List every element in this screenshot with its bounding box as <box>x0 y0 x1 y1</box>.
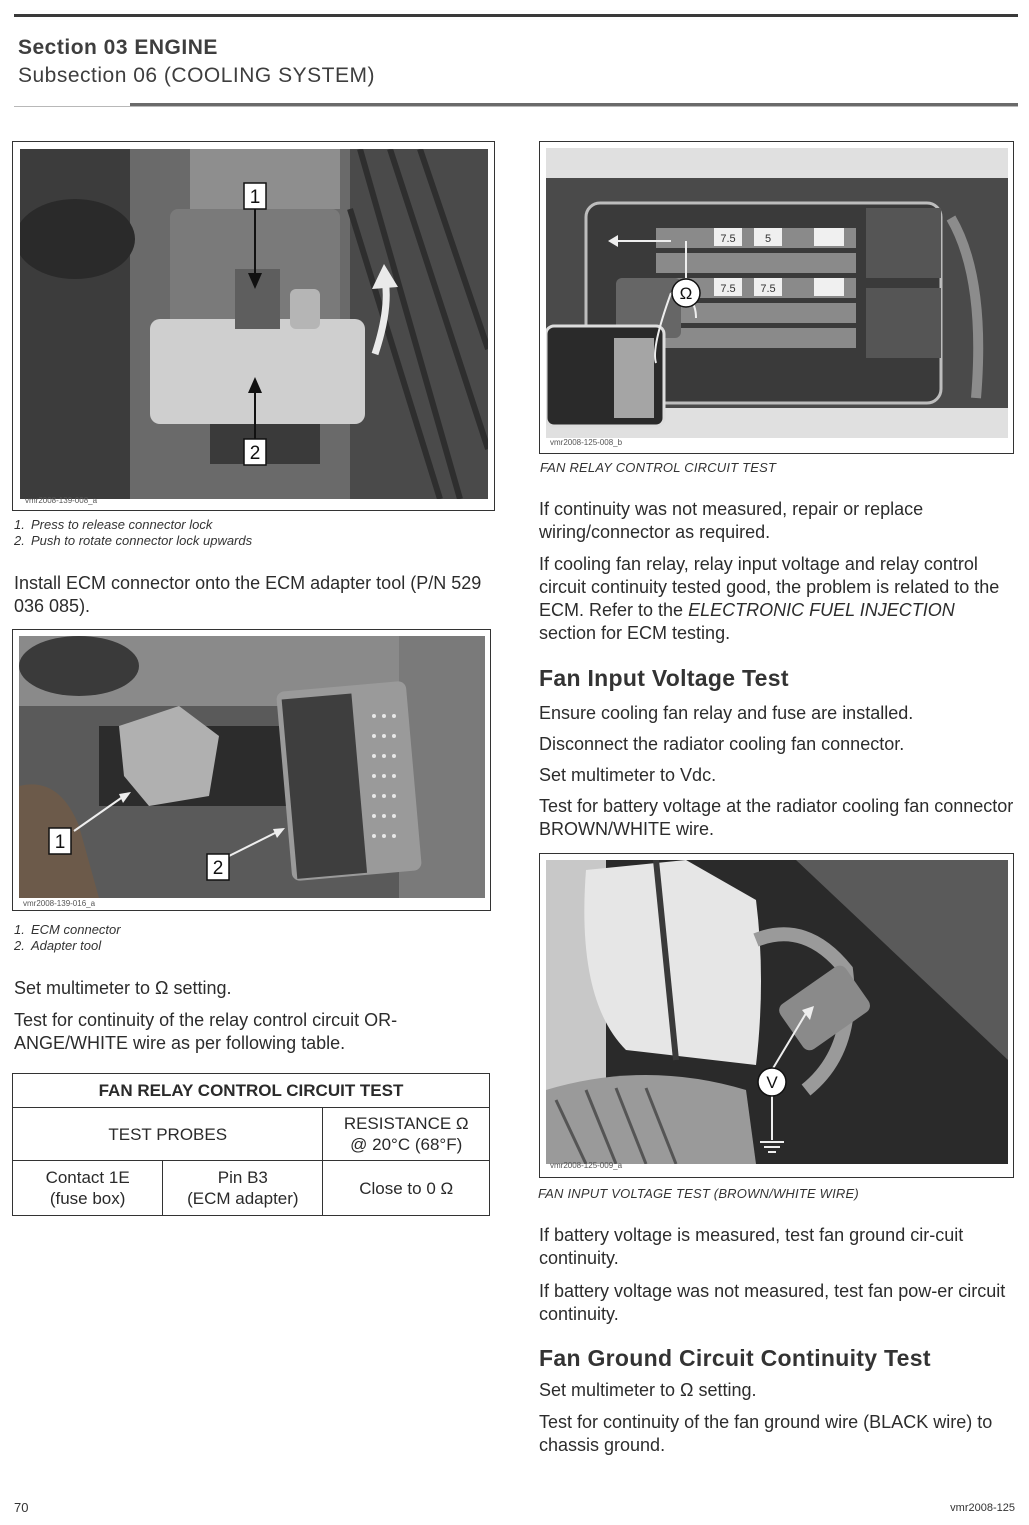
top-rule <box>14 14 1018 17</box>
document-code: vmr2008-125 <box>950 1502 1015 1514</box>
fuse-label: 5 <box>764 233 772 245</box>
figure-id: vmr2008-139-008_a <box>25 496 98 505</box>
fuse-label: 7.5 <box>720 283 736 295</box>
table-cell-probe2: Pin B3 (ECM adapter) <box>163 1161 323 1216</box>
paragraph-test-relay: Test for continuity of the relay control circuit OR-ANGE/WHITE wire as per following table. <box>14 1010 398 1053</box>
photo-fuse-box <box>546 148 1008 438</box>
table-title: FAN RELAY CONTROL CIRCUIT TEST <box>13 1074 490 1108</box>
step-fan-input-2: Disconnect the radiator cooling fan connector. <box>539 734 905 754</box>
paragraph-battery-not-measured: If battery voltage was not measured, test fan pow-er circuit continuity. <box>539 1281 1006 1324</box>
callout-2: 2 <box>249 443 261 464</box>
ref-efi-section: ELECTRONIC FUEL INJECTION <box>688 600 955 620</box>
photo-ecm-adapter <box>19 636 485 898</box>
table-cell-probe1: Contact 1E (fuse box) <box>13 1161 163 1216</box>
figure-connector-lock <box>12 141 495 511</box>
table-header-resistance: RESISTANCE Ω @ 20°C (68°F) <box>323 1108 490 1161</box>
figure-id: vmr2008-125-009_a <box>550 1161 623 1170</box>
figure-fuse-box <box>539 141 1014 454</box>
paragraph-not-measured: If continuity was not measured, repair or replace wiring/connector as required. <box>539 499 924 542</box>
legend-item: 1. ECM connector <box>14 922 121 937</box>
paragraph-install: Install ECM connector onto the ECM adapter tool (P/N 529 036 085). <box>14 573 482 616</box>
figure-fan-input-voltage <box>539 853 1014 1178</box>
step-fan-input-3: Set multimeter to Vdc. <box>539 765 717 785</box>
figure-ecm-adapter <box>12 629 491 911</box>
photo-connector-lock <box>20 149 488 499</box>
callout-2: 2 <box>212 858 224 879</box>
paragraph-relay-good: If cooling fan relay, relay input voltage and relay control circuit continuity tested good, the problem is related to the ECM. Refer to the ELECTRONIC FUEL INJECTION section for ECM testing. <box>539 554 1000 643</box>
legend-item: 1. Press to release connector lock <box>14 517 213 532</box>
table-cell-resistance: Close to 0 Ω <box>323 1161 490 1216</box>
ohm-meter-symbol: Ω <box>679 284 693 303</box>
fuse-label: 7.5 <box>760 283 776 295</box>
page-number: 70 <box>14 1500 29 1515</box>
subsection-title: Subsection 06 (COOLING SYSTEM) <box>18 64 375 87</box>
figure1-legend <box>14 517 252 549</box>
step-fan-ground-2: Test for continuity of the fan ground wire (BLACK wire) to chassis ground. <box>539 1412 993 1455</box>
step-fan-input-4: Test for battery voltage at the radiator cooling fan connector BROWN/WHITE wire. <box>539 796 1014 839</box>
figure3-caption: FAN RELAY CONTROL CIRCUIT TEST <box>540 460 777 475</box>
fuse-label: 7.5 <box>720 233 736 245</box>
paragraph-set-ohm: Set multimeter to Ω setting. <box>14 978 232 998</box>
figure-id: vmr2008-125-008_b <box>550 438 623 447</box>
step-fan-ground-1: Set multimeter to Ω setting. <box>539 1380 757 1400</box>
callout-1: 1 <box>54 832 66 853</box>
table-header-probes: TEST PROBES <box>13 1108 323 1161</box>
heading-fan-ground: Fan Ground Circuit Continuity Test <box>539 1345 931 1371</box>
legend-item: 2. Push to rotate connector lock upwards <box>14 533 253 548</box>
photo-fan-connector <box>546 860 1008 1164</box>
paragraph-battery-measured: If battery voltage is measured, test fan ground cir-cuit continuity. <box>539 1225 964 1268</box>
heading-fan-input-voltage: Fan Input Voltage Test <box>539 665 789 691</box>
callout-1: 1 <box>249 187 261 208</box>
table-row <box>13 1161 490 1216</box>
step-fan-input-1: Ensure cooling fan relay and fuse are installed. <box>539 703 914 723</box>
figure-id: vmr2008-139-016_a <box>23 899 96 908</box>
figure4-caption: FAN INPUT VOLTAGE TEST (BROWN/WHITE WIRE) <box>538 1186 859 1201</box>
section-title: Section 03 ENGINE <box>18 36 218 59</box>
header-rule-thin <box>14 106 1018 107</box>
figure2-legend <box>14 922 121 954</box>
voltmeter-symbol: V <box>766 1073 778 1092</box>
fan-relay-table <box>12 1073 490 1216</box>
legend-item: 2. Adapter tool <box>14 938 102 953</box>
